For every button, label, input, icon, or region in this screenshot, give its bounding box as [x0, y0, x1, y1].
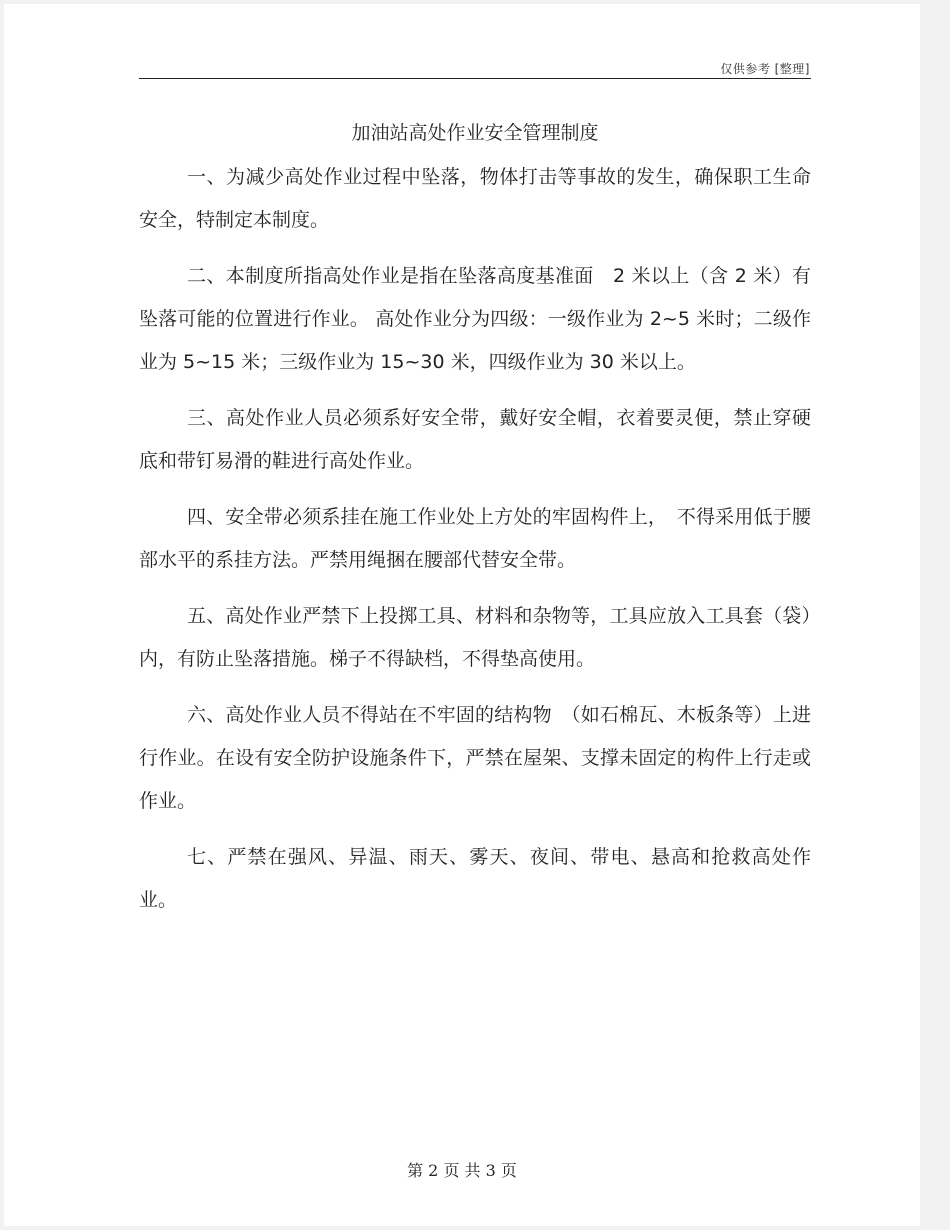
- header-divider: [139, 78, 811, 79]
- header-note: 仅供参考 [整理]: [720, 62, 810, 76]
- paragraph-7: 七、严禁在强风、异温、雨天、雾天、夜间、带电、悬高和抢救高处作业。: [139, 846, 811, 911]
- document-body: [139, 156, 811, 935]
- paragraph-4: 四、安全带必须系挂在施工作业处上方处的牢固构件上， 不得采用低于腰部水平的系挂方法。严禁用绳捆在腰部代替安全带。: [139, 506, 811, 571]
- document-page: [4, 4, 920, 1226]
- paragraph-2: 二、本制度所指高处作业是指在坠落高度基准面 2 米以上（含 2 米）有坠落可能的位置进行作业。 高处作业分为四级：一级作业为 2~5 米时；二级作业为 5~15 米；三级作业为 15~30 米，四级作业为 30 米以上。: [139, 265, 811, 373]
- paragraph-1: 一、为减少高处作业过程中坠落，物体打击等事故的发生，确保职工生命安全，特制定本制度。: [139, 166, 811, 231]
- paragraph-3: 三、高处作业人员必须系好安全带，戴好安全帽，衣着要灵便，禁止穿硬底和带钉易滑的鞋进行高处作业。: [139, 407, 811, 472]
- page-number: 第 2 页 共 3 页: [407, 1161, 517, 1180]
- paragraph-5: 五、高处作业严禁下上投掷工具、材料和杂物等，工具应放入工具套（袋）内，有防止坠落措施。梯子不得缺档，不得垫高使用。: [139, 605, 811, 670]
- document-title: 加油站高处作业安全管理制度: [351, 122, 599, 144]
- paragraph-6: 六、高处作业人员不得站在不牢固的结构物 （如石棉瓦、木板条等）上进行作业。在设有安全防护设施条件下，严禁在屋架、支撑未固定的构件上行走或作业。: [139, 704, 811, 812]
